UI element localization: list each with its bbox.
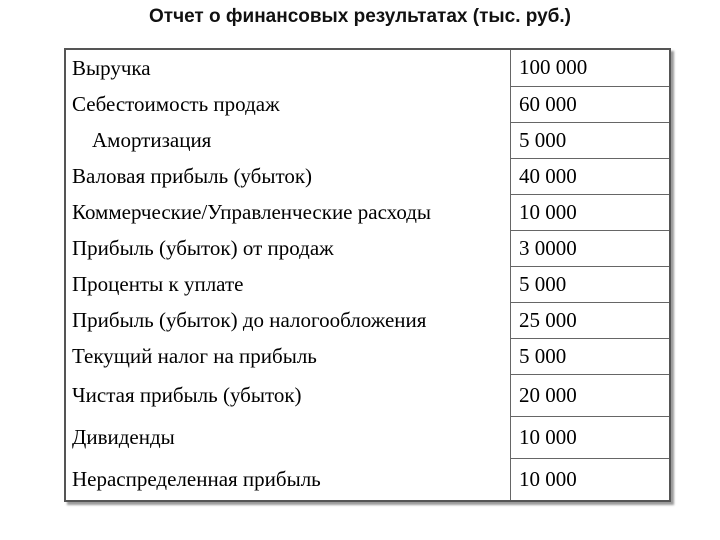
table-row — [66, 122, 669, 158]
row-value-dividends: 10 000 — [511, 416, 670, 458]
row-value-operating-profit: 3 0000 — [511, 230, 670, 266]
table-row — [66, 302, 669, 338]
row-value-gross-profit: 40 000 — [511, 158, 670, 194]
table-row — [66, 230, 669, 266]
row-value-profit-before-tax: 25 000 — [511, 302, 670, 338]
table-row — [66, 458, 669, 500]
financial-results-grid — [66, 50, 669, 500]
row-label-profit-before-tax: Прибыль (убыток) до налогообложения — [72, 307, 427, 332]
table-row — [66, 374, 669, 416]
row-value-revenue: 100 000 — [511, 50, 670, 86]
page-title: Отчет о финансовых результатах (тыс. руб.) — [148, 6, 572, 27]
row-value-selling-admin-expenses: 10 000 — [511, 194, 670, 230]
row-label-retained-earnings: Нераспределенная прибыль — [72, 466, 321, 491]
row-label-dividends: Дивиденды — [72, 424, 175, 449]
row-label-depreciation: Амортизация — [92, 127, 212, 152]
row-value-retained-earnings: 10 000 — [511, 458, 670, 500]
table-row — [66, 416, 669, 458]
row-label-cost-of-sales: Себестоимость продаж — [72, 91, 280, 116]
row-label-operating-profit: Прибыль (убыток) от продаж — [72, 235, 334, 260]
row-value-net-profit: 20 000 — [511, 374, 670, 416]
table-row — [66, 194, 669, 230]
row-value-cost-of-sales: 60 000 — [511, 86, 670, 122]
row-label-revenue: Выручка — [72, 55, 151, 80]
row-label-gross-profit: Валовая прибыль (убыток) — [72, 163, 313, 188]
row-label-income-tax: Текущий налог на прибыль — [72, 343, 317, 368]
table-row — [66, 338, 669, 374]
row-label-net-profit: Чистая прибыль (убыток) — [72, 382, 302, 407]
row-value-income-tax: 5 000 — [511, 338, 670, 374]
table-row — [66, 86, 669, 122]
table-row — [66, 158, 669, 194]
row-value-depreciation: 5 000 — [511, 122, 670, 158]
row-label-selling-admin-expenses: Коммерческие/Управленческие расходы — [72, 199, 432, 224]
financial-results-table — [64, 48, 671, 502]
row-value-interest-payable: 5 000 — [511, 266, 670, 302]
row-label-interest-payable: Проценты к уплате — [72, 271, 244, 296]
table-row — [66, 50, 669, 86]
table-row — [66, 266, 669, 302]
